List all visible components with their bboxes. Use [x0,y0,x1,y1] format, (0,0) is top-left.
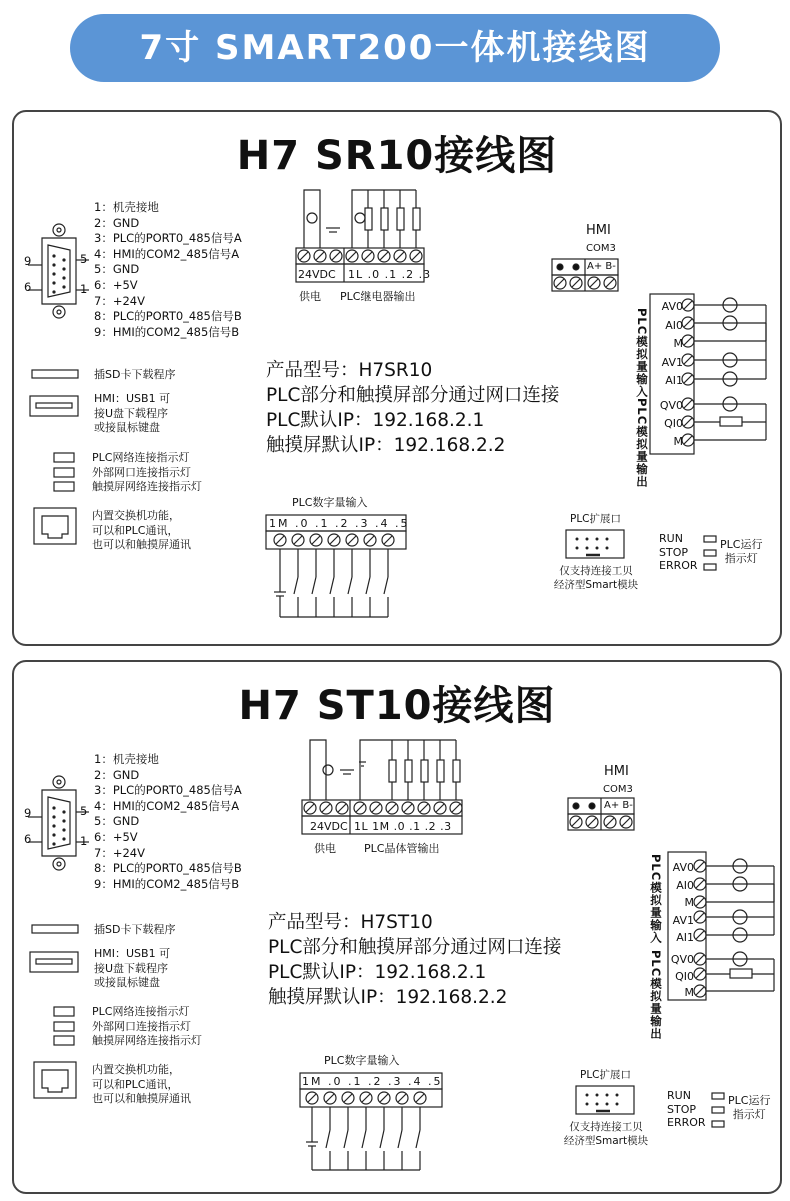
product-info: 产品型号：H7ST10 PLC部分和触摸屏部分通过网口连接 PLC默认IP：192.168.2.1 触摸屏默认IP：192.168.2.2 [268,912,562,1008]
pin-item: 4：HMI的COM2_485信号A [94,246,240,261]
power-label: 24VDC [298,268,336,281]
pin-number-6: 6 [24,280,32,294]
analog-input-labels: AV0 AI0 M AV1 AI1 [661,300,683,387]
db9-connector-icon [28,776,89,870]
pin-number-9: 9 [24,806,32,820]
usb-port-icon [30,952,78,972]
pin-number-6: 6 [24,832,32,846]
pin-item: 9：HMI的COM2_485信号B [94,876,240,891]
pin-item: 2：GND [94,215,140,230]
switch-label: 内置交换机功能， 可以和PLC通讯， 也可以和触摸屏通讯 [92,1063,191,1105]
pin-item: 1：机壳接地 [94,752,159,766]
panel-st10 [12,660,782,1194]
run-status-labels: RUN STOP ERROR [667,1089,706,1129]
usb-port-icon [30,396,78,416]
usb-label: HMI：USB1 可 接U盘下载程序 或接鼠标键盘 [94,392,171,434]
pin-item: 8：PLC的PORT0_485信号B [94,309,242,324]
pin-item: 7：+24V [94,293,145,308]
expansion-port-icon [576,1086,634,1114]
analog-input-labels: AV0 AI0 M AV1 AI1 [672,861,694,944]
output-caption: PLC继电器输出 [340,290,416,303]
expansion-title: PLC扩展口 [570,513,622,525]
analog-input-caption: PLC模拟量输入 [649,854,663,944]
pin-number-9: 9 [24,254,32,268]
run-caption: PLC运行 指示灯 [720,538,763,565]
digital-input-caption: PLC数字量输入 [292,496,368,509]
run-status-labels: RUN STOP ERROR [659,532,698,572]
pin-item: 2：GND [94,767,140,782]
pin-item: 7：+24V [94,845,145,860]
pin-item: 5：GND [94,262,140,277]
expansion-note: 仅支持连接工贝 经济型Smart模块 [563,1121,649,1147]
output-terminal-labels: 1L .0 .1 .2 .3 [348,268,432,281]
pin-item: 3：PLC的PORT0_485信号A [94,783,242,798]
sd-slot-icon [32,925,78,933]
expansion-title: PLC扩展口 [580,1069,632,1081]
ethernet-port-icon [34,1062,76,1098]
expansion-note: 仅支持连接工贝 经济型Smart模块 [553,565,639,591]
pin-item: 5：GND [94,814,140,829]
db9-connector-icon [28,224,89,318]
led-indicators-icon [54,453,74,491]
analog-output-labels: QV0 QI0 M [670,953,694,999]
panel-title: H7 SR10接线图 [236,133,558,179]
pin-list [94,752,242,892]
switch-label: 内置交换机功能， 可以和PLC通讯， 也可以和触摸屏通讯 [92,509,191,551]
hmi-ab-label: A+ B- [604,800,633,811]
sd-label: 插SD卡下载程序 [94,368,176,381]
run-caption: PLC运行 指示灯 [728,1094,771,1121]
pin-item: 8：PLC的PORT0_485信号B [94,861,242,876]
analog-output-labels: QV0 QI0 M [659,399,683,448]
hmi-com: COM3 [603,784,633,795]
hmi-com: COM3 [586,243,616,254]
pin-number-5: 5 [80,804,88,818]
power-caption: 供电 [314,842,336,855]
pin-list [94,200,242,340]
hmi-title: HMI [604,764,629,779]
digital-input-terminals: 1M .0 .1 .2 .3 .4 .5 [269,517,410,530]
digital-input-terminals: 1M .0 .1 .2 .3 .4 .5 [302,1075,443,1088]
run-status-leds [704,536,716,570]
analog-output-caption: PLC模拟量输出 [649,950,663,1040]
power-caption: 供电 [299,290,321,303]
analog-output-caption: PLC模拟量输出 [635,398,649,488]
pin-item: 1：机壳接地 [94,200,159,214]
ethernet-port-icon [34,508,76,544]
page-banner: 7寸 SMART200一体机接线图 [70,14,720,82]
led-labels: PLC网络连接指示灯 外部网口连接指示灯 触摸屏网络连接指示灯 [92,1005,202,1047]
analog-input-caption: PLC模拟量输入 [635,308,649,398]
sd-label: 插SD卡下载程序 [94,923,176,936]
pin-item: 3：PLC的PORT0_485信号A [94,231,242,246]
led-labels: PLC网络连接指示灯 外部网口连接指示灯 触摸屏网络连接指示灯 [92,451,202,493]
expansion-port-icon [566,530,624,558]
hmi-ab-label: A+ B- [587,261,616,272]
pin-item: 6：+5V [94,829,138,844]
run-status-leds [712,1093,724,1127]
pin-item: 6：+5V [94,277,138,292]
hmi-title: HMI [586,223,611,238]
pin-item: 4：HMI的COM2_485信号A [94,798,240,813]
usb-label: HMI：USB1 可 接U盘下载程序 或接鼠标键盘 [94,947,171,989]
output-terminal-labels: 1L 1M .0 .1 .2 .3 [354,820,452,833]
product-info: 产品型号：H7SR10 PLC部分和触摸屏部分通过网口连接 PLC默认IP：192.168.2.1 触摸屏默认IP：192.168.2.2 [266,360,560,456]
pin-number-1: 1 [80,282,88,296]
panel-title: H7 ST10接线图 [238,683,556,729]
power-label: 24VDC [310,820,348,833]
panel-sr10 [12,110,782,646]
digital-input-caption: PLC数字量输入 [324,1054,400,1067]
pin-number-5: 5 [80,252,88,266]
sd-slot-icon [32,370,78,378]
led-indicators-icon [54,1007,74,1045]
pin-number-1: 1 [80,834,88,848]
output-caption: PLC晶体管输出 [364,842,440,855]
pin-item: 9：HMI的COM2_485信号B [94,324,240,339]
